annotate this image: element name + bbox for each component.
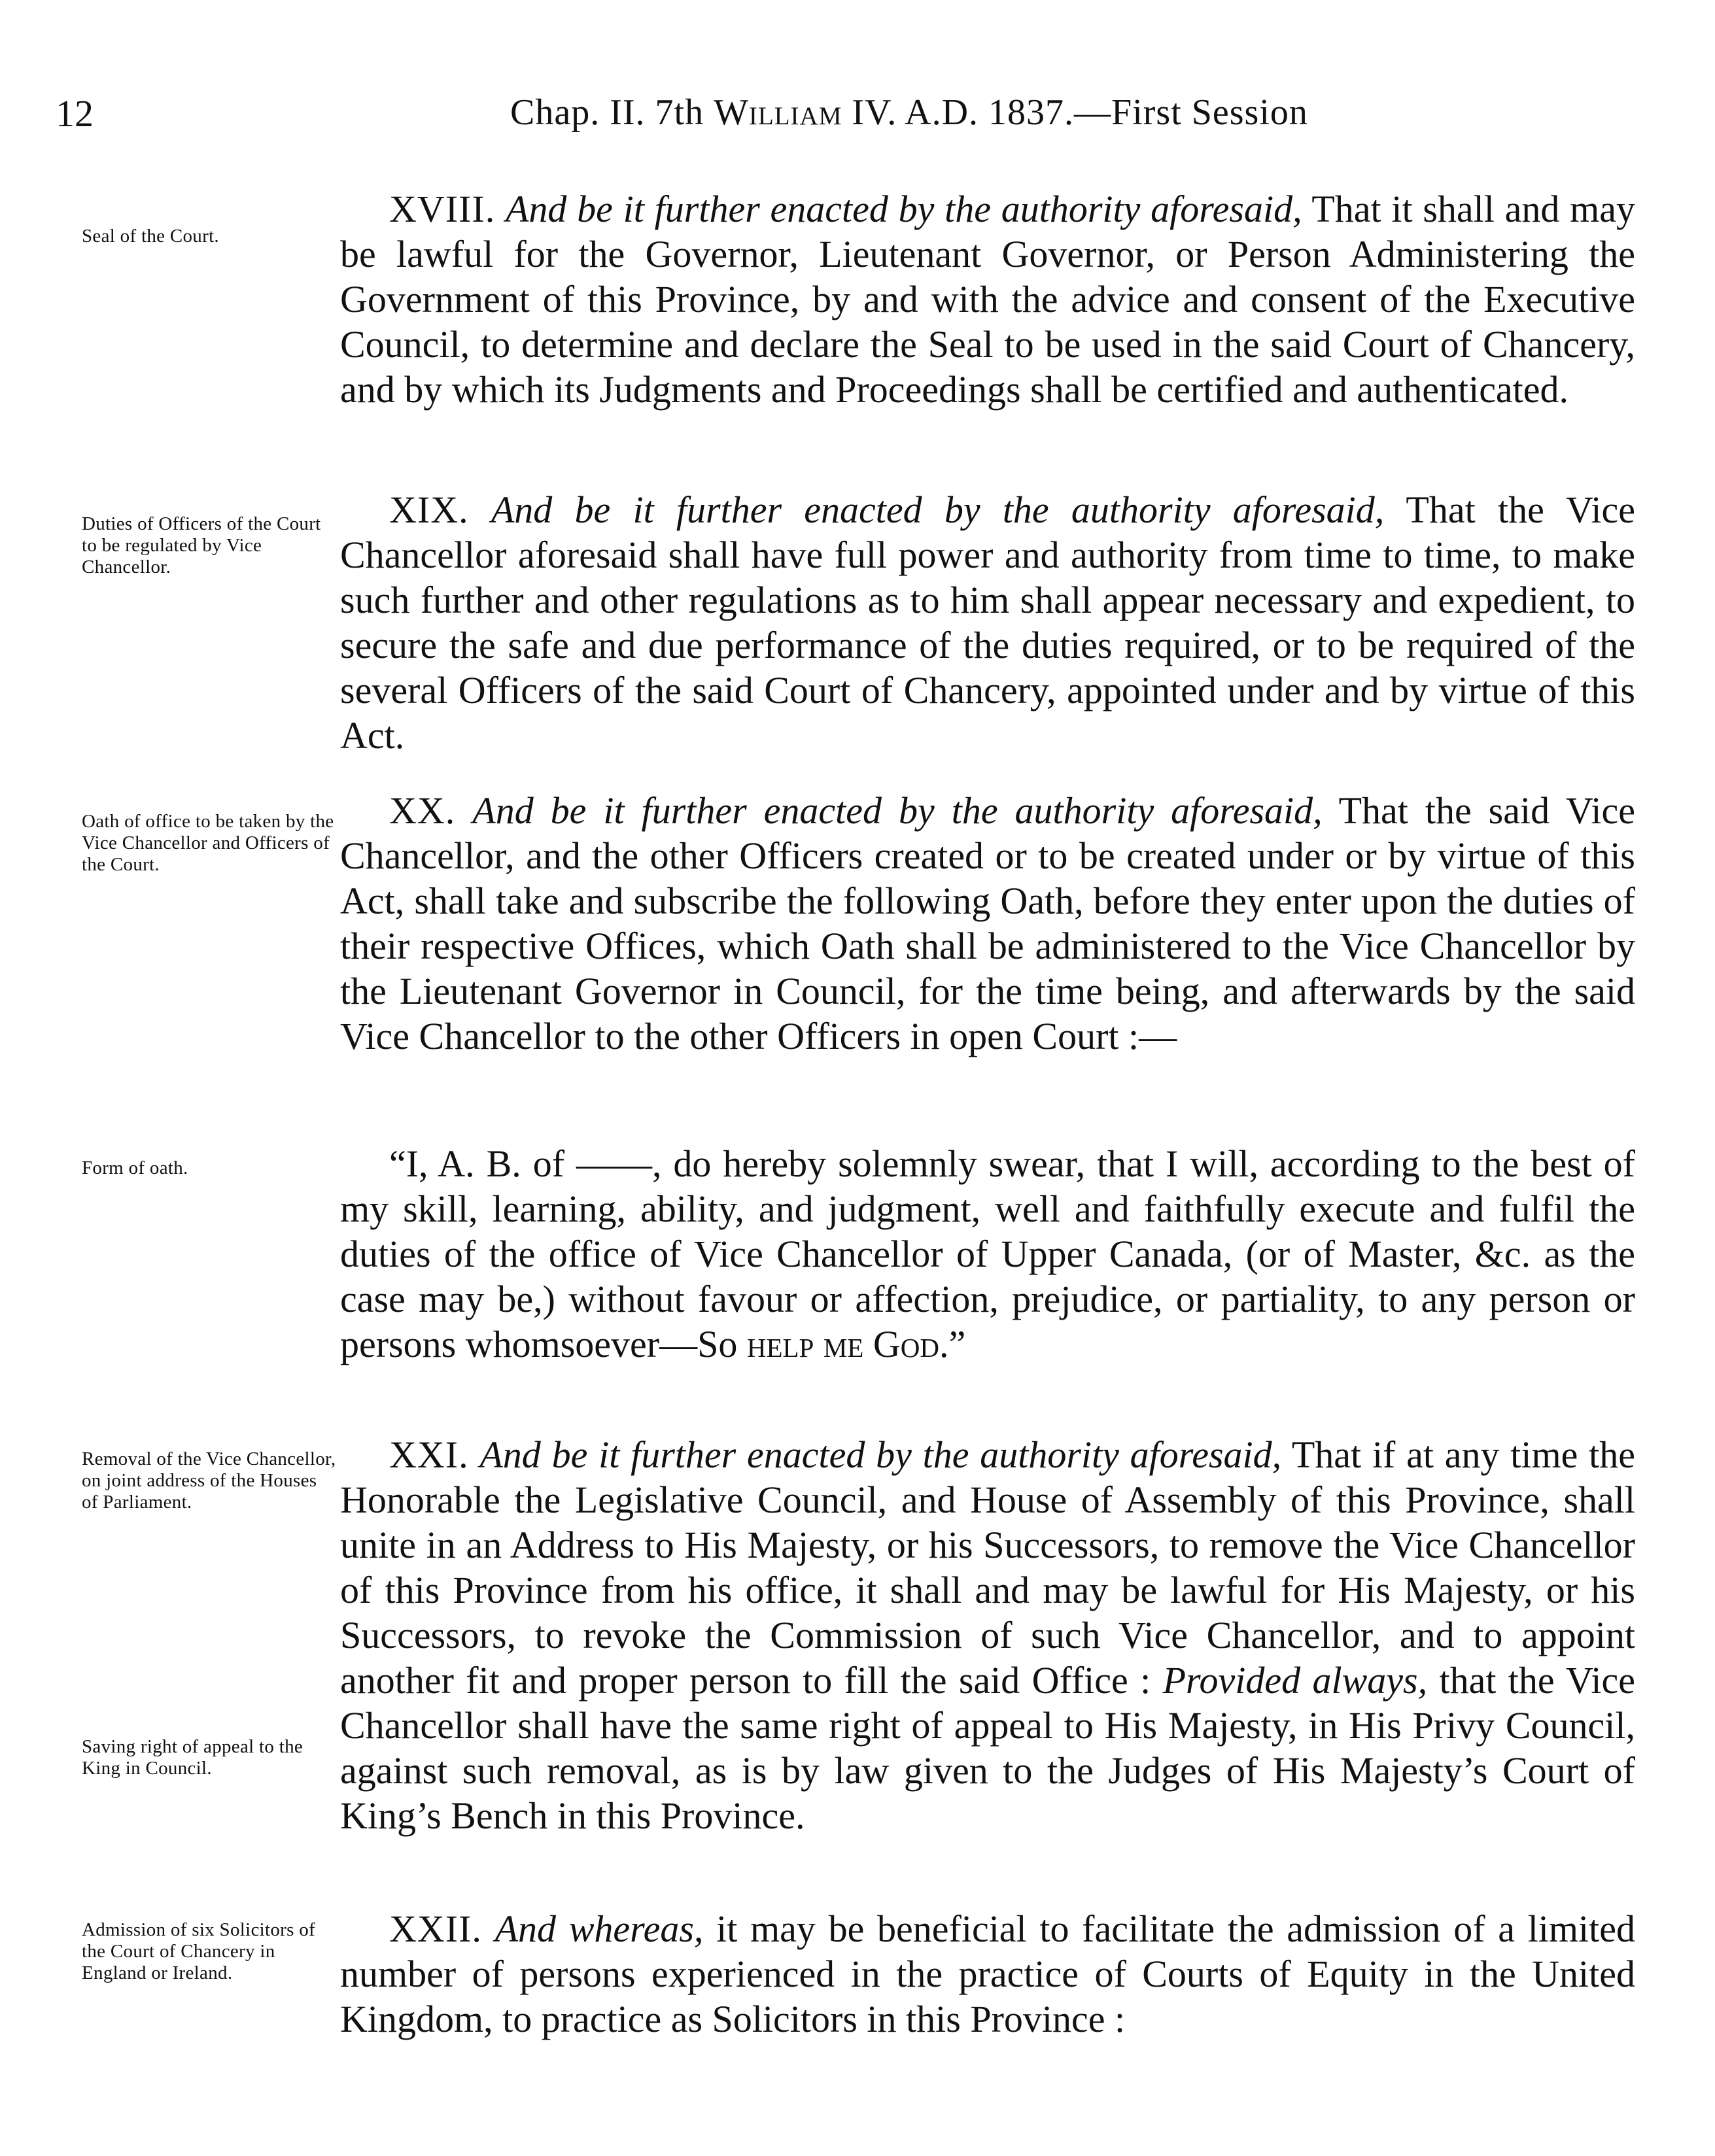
margin-note-form-of-oath: Form of oath.	[82, 1157, 188, 1178]
margin-note-seal: Seal of the Court.	[82, 226, 219, 247]
section-xviii-paragraph	[340, 186, 1635, 412]
section-xix	[340, 487, 1635, 758]
enacting-clause: And be it further enacted by the authority aforesaid,	[491, 488, 1385, 531]
section-number: XIX.	[389, 488, 469, 531]
section-number: XVIII.	[389, 188, 496, 230]
page-number: 12	[56, 92, 94, 135]
running-head-chapter: Chap. II. 7th	[510, 92, 714, 133]
section-number: XXII.	[389, 1908, 482, 1950]
section-xviii	[340, 186, 1635, 412]
section-xxii	[340, 1906, 1635, 2042]
running-head	[510, 92, 1308, 133]
section-text: That the Vice Chancellor aforesaid shall have full power and authority from time to time, to make such further and other regulations as to him shall appear necessary and expedient, to secure the safe and due performance of the duties required, or to be required of the several Officers of the said Court of Chancery, appointed under and by virtue of this Act.	[340, 488, 1635, 757]
section-text: it may be beneficial to facilitate the admission of a limited number of persons experienced in the practice of Courts of Equity in the United Kingdom, to practice as Solicitors in this Province :	[340, 1908, 1636, 2040]
section-xix-paragraph	[340, 487, 1635, 758]
enacting-clause: And be it further enacted by the authority aforesaid,	[479, 1433, 1282, 1476]
oath-text: “I, A. B. of ——, do hereby solemnly swear, that I will, according to the best of my skill, learning, ability, and judgment, well and faithfully execute and fulfil the duties of the office of Vice Chancellor of Upper Canada, (or of Master, &c. as the case may be,) without favour or affection, prejudice, or partiality, to any person or persons whomsoever—So	[340, 1142, 1635, 1365]
section-text: That the said Vice Chancellor, and the other Officers created or to be created under or by virtue of this Act, shall take and subscribe the following Oath, before they enter upon the duties of their respective Offices, which Oath shall be administered to the Vice Chancellor by the Lieutenant Governor in Council, for the time being, and afterwards by the said Vice Chancellor to the other Officers in open Court :—	[340, 789, 1636, 1057]
enacting-clause: And be it further enacted by the authority aforesaid,	[505, 188, 1302, 230]
section-xx-paragraph	[340, 788, 1635, 1059]
running-head-regnal: IV. A.D. 1837.—First Session	[842, 92, 1308, 133]
enacting-clause: And be it further enacted by the authority aforesaid,	[472, 789, 1323, 832]
oath-closing: help me God.”	[746, 1323, 966, 1365]
margin-note-removal: Removal of the Vice Chancellor, on joint address of the Houses of Parliament.	[82, 1448, 336, 1513]
section-text: That it shall and may be lawful for the Governor, Lieutenant Governor, or Person Administering the Government of this Province, by and with the advice and consent of the Executive Council, to determine and declare the Seal to be used in the said Court of Chancery, and by which its Judgments and Proceedings shall be certified and authenticated.	[340, 188, 1635, 411]
whereas-clause: And whereas,	[494, 1908, 704, 1950]
section-number: XXI.	[389, 1433, 469, 1476]
running-head-king: William	[714, 92, 842, 133]
section-text-continued: that the Vice Chancellor shall have the same right of appeal to His Majesty, in His Privy Council, against such removal, as is by law given to the Judges of His Majesty’s Court of King’s Bench in this Province.	[340, 1659, 1635, 1837]
section-xxi	[340, 1432, 1635, 1838]
proviso-clause: Provided always,	[1162, 1659, 1428, 1702]
margin-note-oath-of-office: Oath of office to be taken by the Vice Chancellor and Officers of the Court.	[82, 811, 334, 875]
section-xxii-paragraph	[340, 1906, 1635, 2042]
oath-paragraph	[340, 1141, 1635, 1367]
section-text: That if at any time the Honorable the Legislative Council, and House of Assembly of this Province, shall unite in an Address to His Majesty, or his Successors, to remove the Vice Chancellor of this Province from his office, it shall and may be lawful for His Majesty, or his Successors, to revoke the Commission of such Vice Chancellor, and to appoint another fit and proper person to fill the said Office :	[340, 1433, 1636, 1702]
section-xxi-paragraph	[340, 1432, 1635, 1838]
section-number: XX.	[389, 789, 456, 832]
section-xx	[340, 788, 1635, 1059]
margin-note-saving-appeal: Saving right of appeal to the King in Council.	[82, 1736, 303, 1779]
margin-note-duties: Duties of Officers of the Court to be regulated by Vice Chancellor.	[82, 513, 321, 577]
margin-note-admission: Admission of six Solicitors of the Court of Chancery in England or Ireland.	[82, 1919, 316, 1983]
oath-form	[340, 1141, 1635, 1367]
